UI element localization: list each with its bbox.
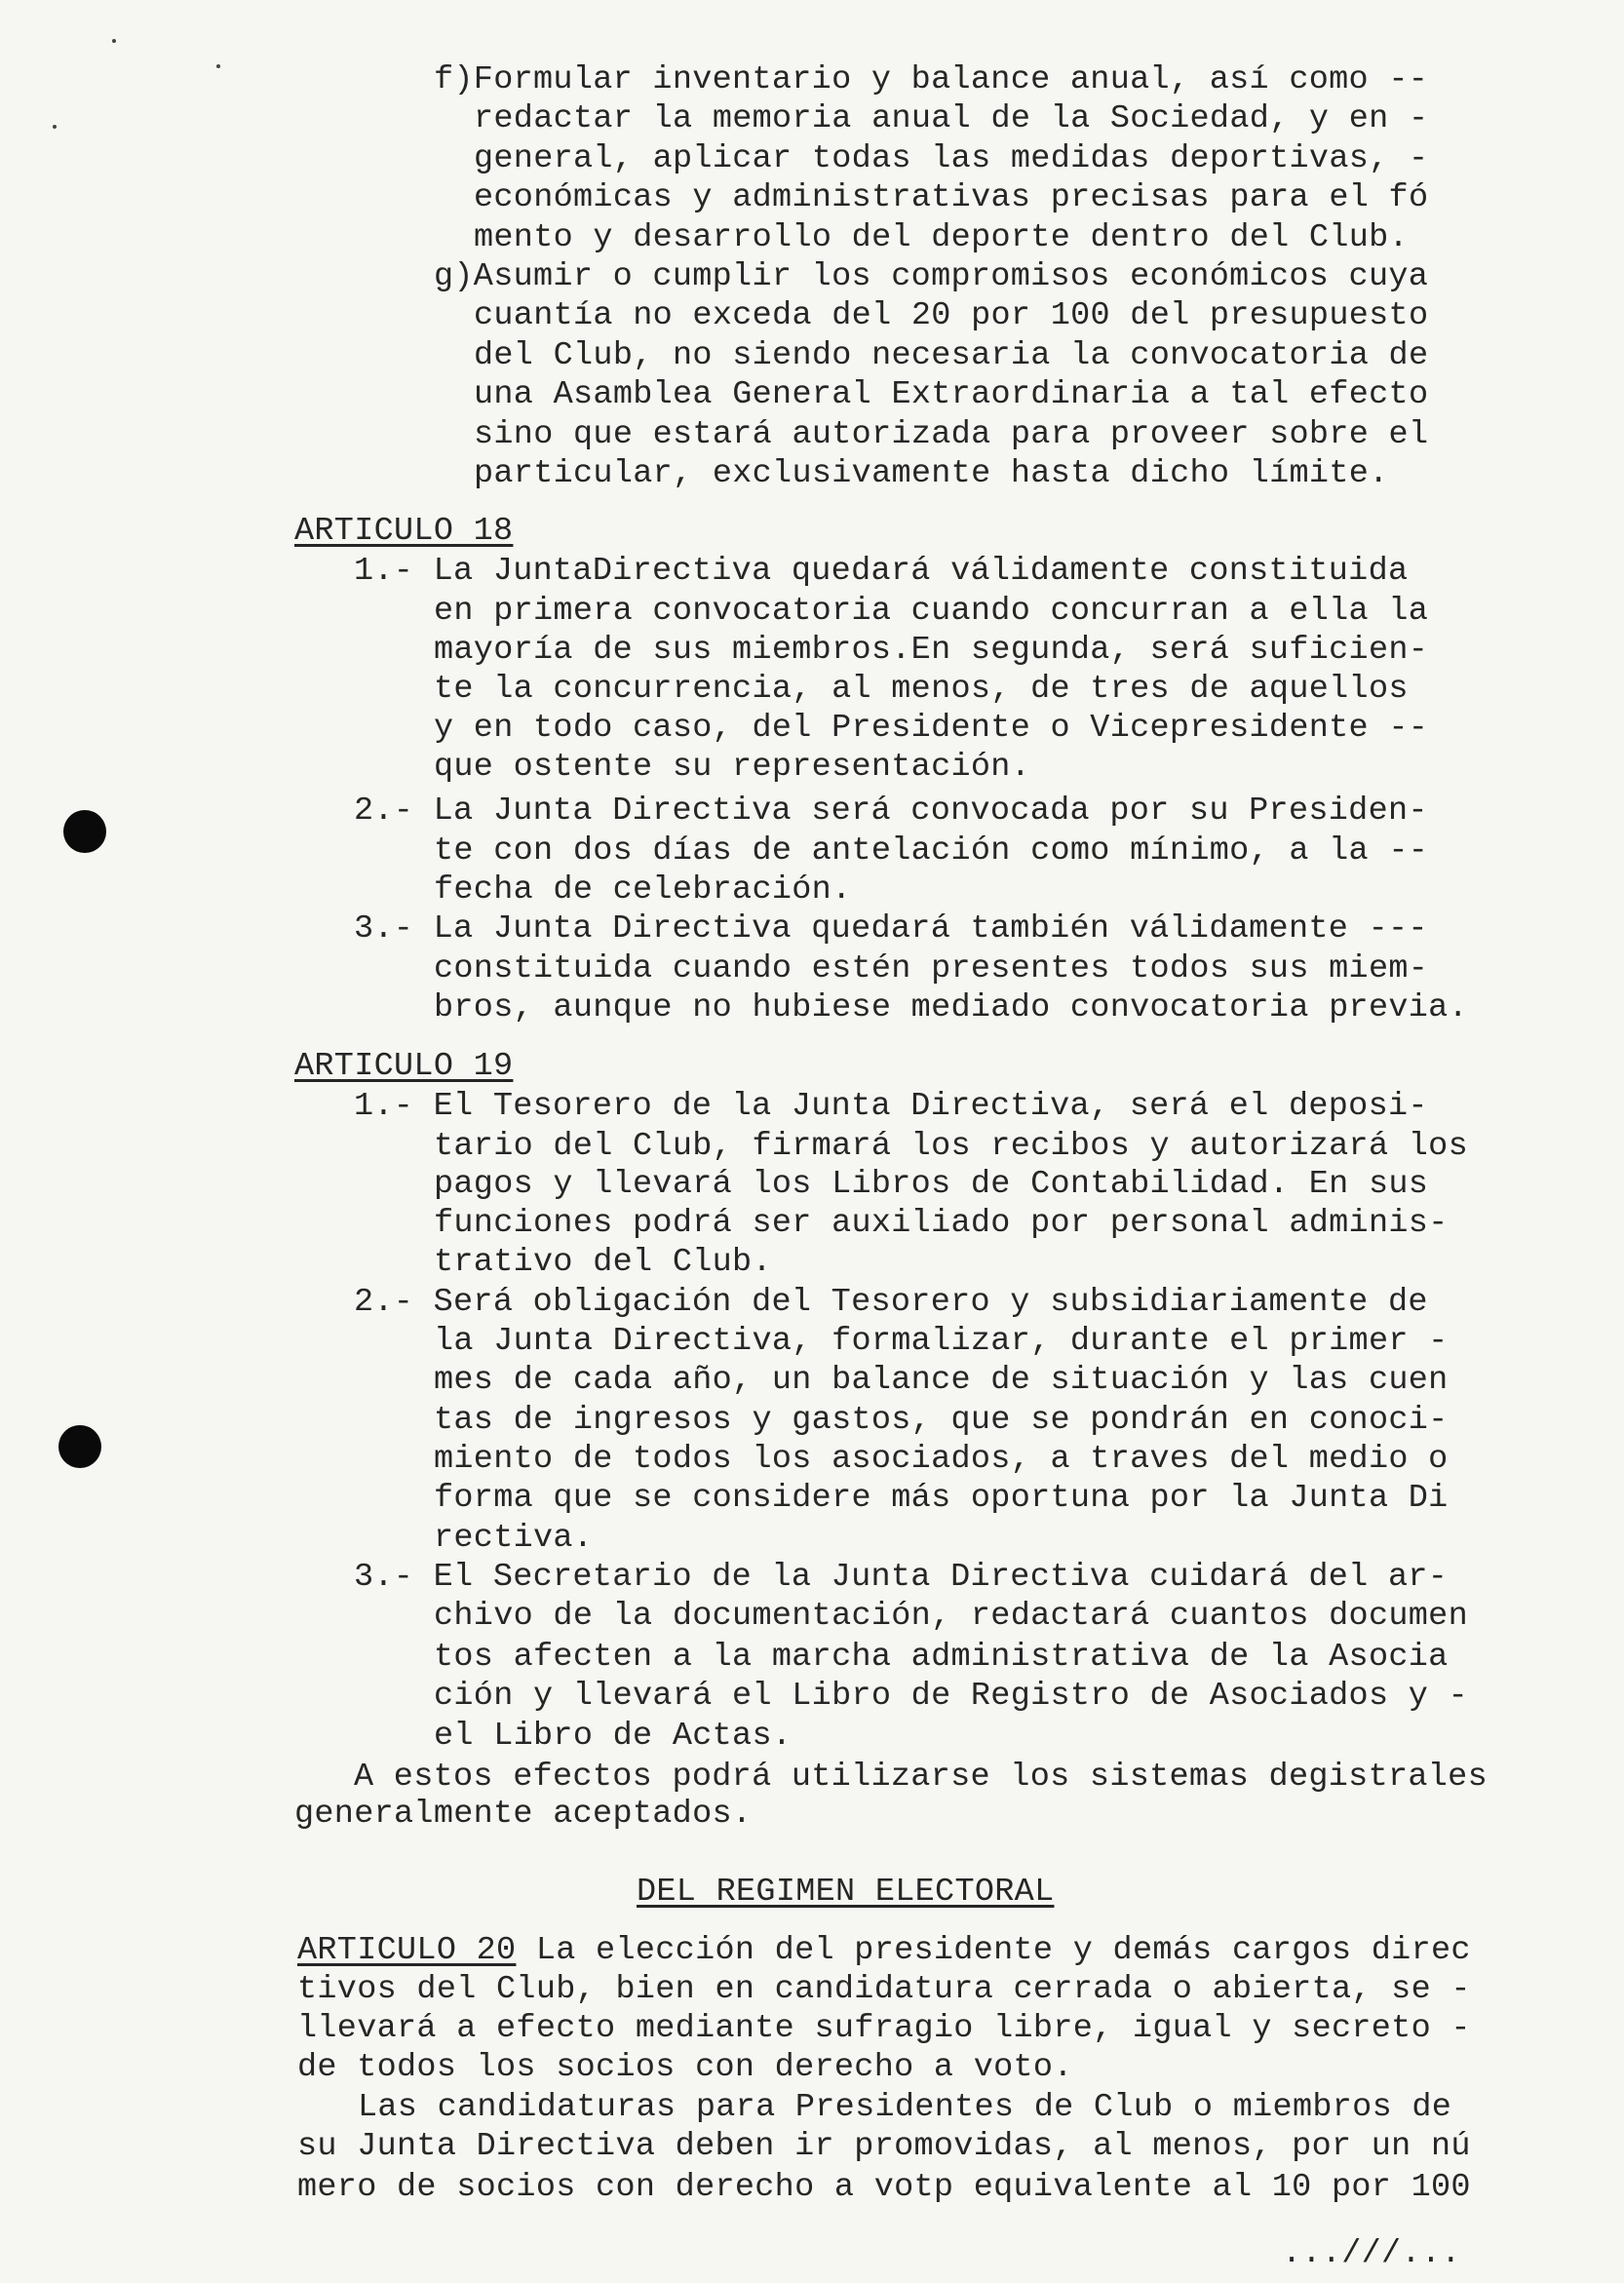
punch-hole xyxy=(63,810,106,853)
article-19-item-2: la Junta Directiva, formalizar, durante el primer - xyxy=(434,1323,1449,1360)
continuation-mark: ...///... xyxy=(1282,2235,1461,2272)
article-19-item-3: ción y llevará el Libro de Registro de Asociados y - xyxy=(434,1678,1468,1715)
article-18-item-2: te con dos días de antelación como mínimo, a la -- xyxy=(434,832,1429,870)
article-19-item-1: pagos y llevará los Libros de Contabilidad. En sus xyxy=(434,1166,1429,1203)
article-18-item-3: 3.- La Junta Directiva quedará también válidamente --- xyxy=(354,910,1428,948)
clause-f-line: redactar la memoria anual de la Sociedad, y en - xyxy=(474,100,1429,137)
section-title: DEL REGIMEN ELECTORAL xyxy=(637,1874,1055,1911)
clause-f-line: general, aplicar todas las medidas deportivas, - xyxy=(474,140,1429,177)
article-18-item-3: constituida cuando estén presentes todos sus miem- xyxy=(434,950,1429,987)
article-19-item-2: 2.- Será obligación del Tesorero y subsidiariamente de xyxy=(354,1284,1428,1321)
clause-f-line: mento y desarrollo del deporte dentro del Club. xyxy=(474,219,1409,256)
scan-speck xyxy=(216,64,220,68)
article-19-item-2: miento de todos los asociados, a traves del medio o xyxy=(434,1441,1449,1478)
article-20-heading: ARTICULO 20 xyxy=(297,1932,517,1969)
article-19-item-2: tas de ingresos y gastos, que se pondrán en conoci- xyxy=(434,1402,1449,1439)
scan-speck xyxy=(53,125,57,129)
clause-g-line: g)Asumir o cumplir los compromisos económicos cuya xyxy=(434,258,1429,295)
article-19-item-2: rectiva. xyxy=(434,1520,594,1557)
punch-hole xyxy=(58,1425,101,1468)
article-19-heading: ARTICULO 19 xyxy=(294,1048,514,1085)
article-20-line: su Junta Directiva deben ir promovidas, al menos, por un nú xyxy=(297,2128,1471,2165)
article-18-item-3: bros, aunque no hubiese mediado convocatoria previa. xyxy=(434,989,1468,1026)
article-19-item-1: funciones podrá ser auxiliado por personal adminis- xyxy=(434,1205,1449,1242)
clause-g-line: particular, exclusivamente hasta dicho límite. xyxy=(474,455,1389,492)
article-18-item-1: te la concurrencia, al menos, de tres de aquellos xyxy=(434,671,1409,708)
article-20-line: mero de socios con derecho a votp equivalente al 10 por 100 xyxy=(297,2169,1471,2206)
article-19-item-3: el Libro de Actas. xyxy=(434,1718,793,1755)
article-19-item-3: chivo de la documentación, redactará cuantos documen xyxy=(434,1598,1468,1635)
article-18-item-1: 1.- La JuntaDirectiva quedará válidamente constituida xyxy=(354,553,1409,590)
article-18-item-2: fecha de celebración. xyxy=(434,871,852,909)
clause-g-line: sino que estará autorizada para proveer sobre el xyxy=(474,416,1429,453)
article-19-closing: generalmente aceptados. xyxy=(294,1796,753,1833)
clause-f-line: económicas y administrativas precisas para el fó xyxy=(474,179,1429,216)
clause-g-line: del Club, no siendo necesaria la convocatoria de xyxy=(474,337,1429,374)
article-19-item-1: 1.- El Tesorero de la Junta Directiva, será el deposi- xyxy=(354,1088,1428,1125)
article-18-item-1: en primera convocatoria cuando concurran a ella la xyxy=(434,593,1429,630)
article-18-item-1: mayoría de sus miembros.En segunda, será suficien- xyxy=(434,632,1429,669)
article-19-item-1: trativo del Club. xyxy=(434,1244,772,1281)
article-19-item-3: tos afecten a la marcha administrativa de la Asocia xyxy=(434,1639,1449,1676)
article-18-item-1: que ostente su representación. xyxy=(434,749,1031,786)
article-20-line: llevará a efecto mediante sufragio libre, igual y secreto - xyxy=(297,2010,1471,2047)
article-19-item-1: tario del Club, firmará los recibos y autorizará los xyxy=(434,1128,1468,1165)
article-20-line: tivos del Club, bien en candidatura cerrada o abierta, se - xyxy=(297,1971,1471,2008)
article-20-line xyxy=(297,1931,1471,1970)
article-19-item-2: mes de cada año, un balance de situación y las cuen xyxy=(434,1362,1449,1399)
article-20-line: de todos los socios con derecho a voto. xyxy=(297,2049,1073,2086)
article-18-item-2: 2.- La Junta Directiva será convocada por su Presiden- xyxy=(354,793,1428,830)
article-18-item-1: y en todo caso, del Presidente o Vicepresidente -- xyxy=(434,710,1429,747)
article-18-heading: ARTICULO 18 xyxy=(294,513,514,550)
article-19-closing: A estos efectos podrá utilizarse los sistemas degistrales xyxy=(354,1759,1488,1796)
clause-g-line: una Asamblea General Extraordinaria a tal efecto xyxy=(474,376,1429,413)
article-20-line: Las candidaturas para Presidentes de Club o miembros de xyxy=(358,2089,1452,2126)
clause-f-line: f)Formular inventario y balance anual, así como -- xyxy=(434,61,1429,98)
scan-speck xyxy=(112,39,116,43)
article-20-text: La elección del presidente y demás cargos direc xyxy=(516,1932,1471,1969)
article-19-item-3: 3.- El Secretario de la Junta Directiva cuidará del ar- xyxy=(354,1559,1449,1596)
clause-g-line: cuantía no exceda del 20 por 100 del presupuesto xyxy=(474,297,1429,334)
article-19-item-2: forma que se considere más oportuna por la Junta Di xyxy=(434,1480,1449,1517)
